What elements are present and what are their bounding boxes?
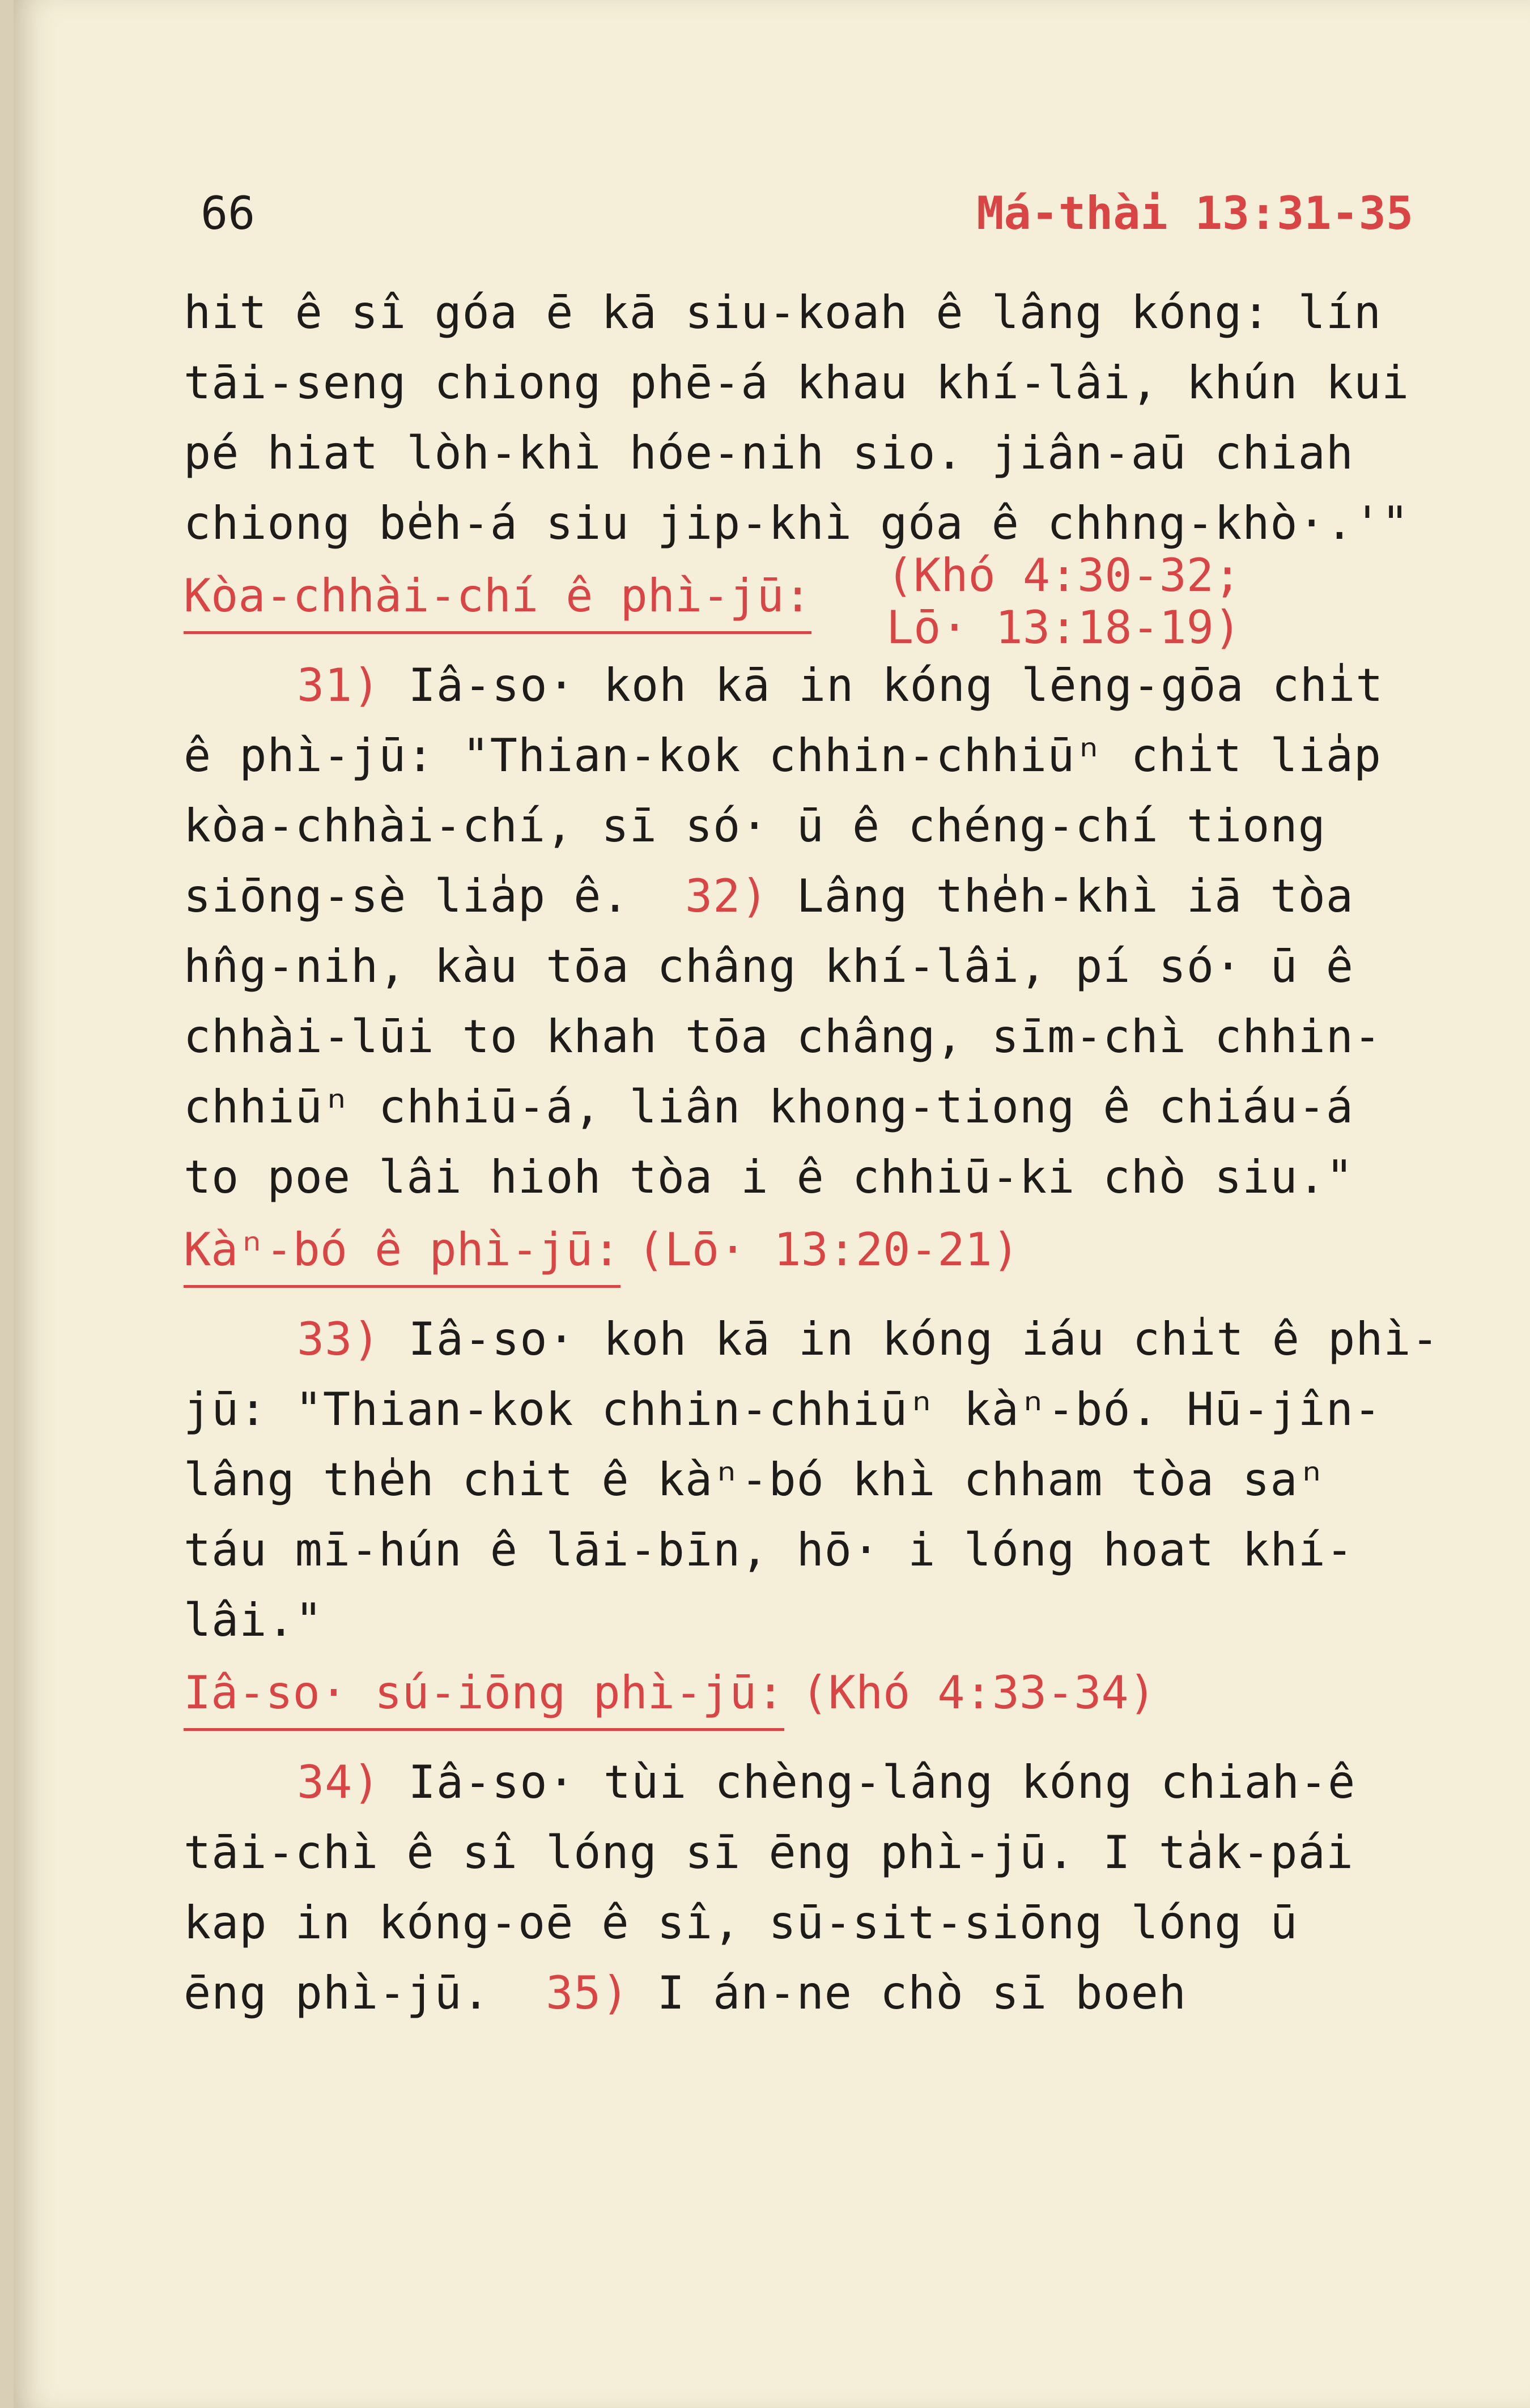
verse-line	[184, 1747, 1487, 1818]
verse-line	[184, 1958, 1487, 2028]
verse-line: ê phì-jū: "Thian-kok chhin-chhiūⁿ chi̍t lia̍p	[184, 729, 1382, 782]
verse-line: chhiūⁿ chhiū-á, liân khong-tiong ê chiáu-á	[184, 1080, 1354, 1133]
section-title: Kàⁿ-bó ê phì-jū:	[184, 1216, 620, 1288]
section-heading-yeast	[184, 1216, 1487, 1295]
verse-line: kap in kóng-oē ê sî, sū-sit-siōng lóng ū	[184, 1896, 1298, 1949]
section-reference: (Khó 4:33-34)	[801, 1666, 1156, 1719]
verse-number: 33)	[297, 1313, 381, 1365]
section-title: Iâ-so· sú-iōng phì-jū:	[184, 1659, 784, 1731]
reference-line: (Khó 4:30-32;	[886, 549, 1242, 602]
verse-line: kòa-chhài-chí, sī só· ū ê chéng-chí tiong	[184, 799, 1326, 852]
section-heading-parables-use	[184, 1659, 1487, 1738]
verse-number: 31)	[297, 659, 381, 712]
verse-line: lâng the̍h chit ê kàⁿ-bó khì chham tòa saⁿ	[184, 1453, 1326, 1506]
verse-line: jū: "Thian-kok chhin-chhiūⁿ kàⁿ-bó. Hū-jîn-	[184, 1383, 1382, 1436]
verse-line: chhài-lūi to khah tōa châng, sīm-chì chhin-	[184, 1010, 1382, 1063]
page-number: 66	[201, 187, 256, 240]
text-line: tāi-seng chiong phē-á khau khí-lâi, khún kui	[184, 356, 1410, 409]
verse-line: tāi-chì ê sî lóng sī ēng phì-jū. I ta̍k-pái	[184, 1826, 1354, 1879]
body-text	[184, 278, 1487, 2028]
verse-line: to poe lâi hioh tòa i ê chhiū-ki chò siu."	[184, 1151, 1354, 1203]
verse-line	[184, 861, 1487, 931]
text-line: chiong be̍h-á siu jip-khì góa ê chhng-khò·.'"	[184, 497, 1410, 550]
verse-number: 34)	[297, 1756, 381, 1809]
verse-text: ēng phì-jū.	[184, 1967, 546, 2019]
page-header	[201, 187, 1413, 255]
verse-number: 35)	[546, 1967, 630, 2019]
section-reference: (Lō· 13:20-21)	[637, 1223, 1019, 1276]
text-line: hit ê sî góa ē kā siu-koah ê lâng kóng: lín	[184, 286, 1382, 339]
text-line: pé hiat lòh-khì hóe-nih sio. jiân-aū chiah	[184, 427, 1354, 479]
reference-line: Lō· 13:18-19)	[886, 601, 1242, 654]
verse-text: Iâ-so· koh kā in kóng iáu chi̍t ê phì-	[380, 1313, 1439, 1365]
section-heading-mustard-seed	[184, 549, 1487, 654]
verse-text: Iâ-so· koh kā in kóng lēng-gōa chi̍t	[380, 659, 1384, 712]
verse-line: táu mī-hún ê lāi-bīn, hō· i lóng hoat khí-	[184, 1524, 1354, 1576]
section-title: Kòa-chhài-chí ê phì-jū:	[184, 562, 811, 634]
verse-text: Iâ-so· tùi chèng-lâng kóng chiah-ê	[380, 1756, 1356, 1809]
section-reference	[886, 550, 1241, 654]
verse-number: 32)	[685, 870, 769, 922]
verse-text: Lâng the̍h-khì iā tòa	[768, 870, 1354, 922]
verse-text: siōng-sè lia̍p ê.	[184, 870, 685, 922]
verse-line: hn̂g-nih, kàu tōa châng khí-lâi, pí só· ū ê	[184, 940, 1354, 993]
verse-text: I án-ne chò sī boeh	[629, 1967, 1187, 2019]
verse-line	[184, 650, 1487, 721]
running-head: Má-thài 13:31-35	[976, 187, 1413, 240]
verse-line	[184, 1304, 1487, 1375]
verse-line: lâi."	[184, 1594, 323, 1647]
